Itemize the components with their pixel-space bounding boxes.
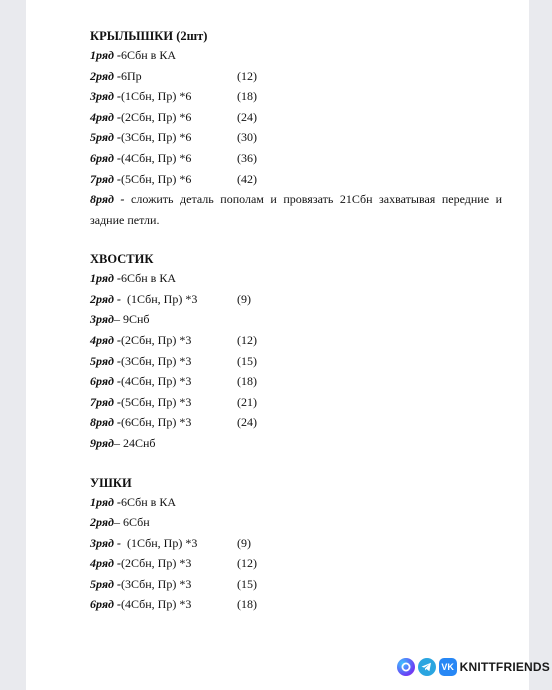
brand-name: KNITTFRIENDS <box>459 660 550 674</box>
pattern-row: 8ряд - (6Сбн, Пр) *3 (24) <box>90 415 257 430</box>
pattern-row: 5ряд - (3Сбн, Пр) *3 (15) <box>90 576 257 591</box>
spacer <box>90 454 502 474</box>
brand-watermark[interactable] <box>397 658 550 676</box>
pattern-row: 3ряд - (1Сбн, Пр) *6 (18) <box>90 89 257 104</box>
section-ears <box>90 474 502 616</box>
pattern-row: 6ряд - (4Сбн, Пр) *6 (36) <box>90 150 257 165</box>
pattern-note: 8ряд - сложить деталь пополам и провязать 21Сбн захватывая передние и задние петли. <box>90 192 502 228</box>
max-messenger-icon[interactable] <box>397 658 415 676</box>
section-wings <box>90 27 502 231</box>
section-tail <box>90 250 502 453</box>
pattern-row: 3ряд – 9Снб <box>90 312 150 327</box>
pattern-row: 1ряд - 6Сбн в КА <box>90 494 176 509</box>
pattern-row: 7ряд - (5Сбн, Пр) *6 (42) <box>90 171 257 186</box>
pattern-row: 4ряд - (2Сбн, Пр) *3 (12) <box>90 332 257 347</box>
section-title: УШКИ <box>90 475 132 490</box>
pattern-row: 3ряд - (1Сбн, Пр) *3 (9) <box>90 535 251 550</box>
pattern-row: 7ряд - (5Сбн, Пр) *3 (21) <box>90 394 257 409</box>
section-title: КРЫЛЫШКИ (2шт) <box>90 29 208 43</box>
pattern-row: 6ряд - (4Сбн, Пр) *3 (18) <box>90 374 257 389</box>
pattern-row: 9ряд – 24Снб <box>90 435 156 450</box>
pattern-row: 1ряд - 6Сбн в КА <box>90 48 176 62</box>
pattern-row: 2ряд - (1Сбн, Пр) *3 (9) <box>90 291 251 306</box>
pattern-row: 5ряд - (3Сбн, Пр) *6 (30) <box>90 130 257 145</box>
pattern-row: 4ряд - (2Сбн, Пр) *3 (12) <box>90 556 257 571</box>
document-content <box>90 27 502 615</box>
vk-icon[interactable]: VK <box>439 658 457 676</box>
pattern-row: 5ряд - (3Сбн, Пр) *3 (15) <box>90 353 257 368</box>
pattern-row: 2ряд – 6Сбн <box>90 515 150 530</box>
pattern-row: 2ряд - 6Пр (12) <box>90 68 257 83</box>
pattern-row: 4ряд - (2Сбн, Пр) *6 (24) <box>90 109 257 124</box>
section-title: ХВОСТИК <box>90 252 154 267</box>
pattern-row: 1ряд - 6Сбн в КА <box>90 271 176 286</box>
spacer <box>90 231 502 250</box>
telegram-icon[interactable] <box>418 658 436 676</box>
document-page <box>26 0 529 690</box>
pattern-row: 6ряд - (4Сбн, Пр) *3 (18) <box>90 597 257 612</box>
